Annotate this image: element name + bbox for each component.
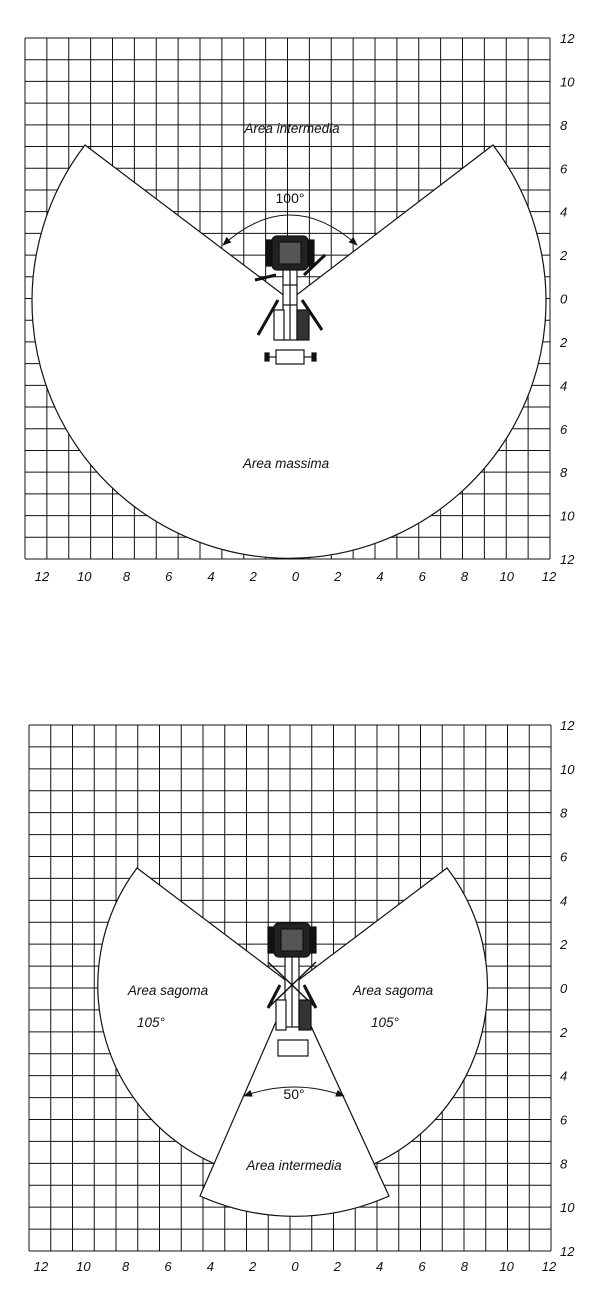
top-x-axis-ticks (35, 569, 557, 584)
top-x-tick-label: 2 (249, 569, 257, 584)
top-max-area-label: Area massima (242, 456, 330, 471)
top-x-tick-label: 12 (34, 569, 50, 584)
top-x-tick-label: 12 (541, 569, 557, 584)
top-y-tick-label: 6 (560, 421, 568, 437)
top-x-tick-label: 0 (291, 569, 300, 584)
bottom-y-tick-label: 2 (560, 1024, 568, 1040)
bottom-diagram (29, 718, 575, 1274)
top-x-tick-label: 8 (122, 569, 131, 584)
top-x-tick-label: 10 (77, 569, 92, 584)
bottom-right-profile-area-label: Area sagoma (352, 983, 434, 998)
bottom-y-tick-label: 2 (560, 937, 568, 953)
bottom-y-tick-label: 8 (560, 805, 568, 821)
top-x-tick-label: 4 (207, 569, 215, 584)
bottom-center-angle-label: 50° (283, 1086, 305, 1102)
bottom-y-tick-label: 10 (560, 1200, 575, 1216)
top-y-axis-ticks (559, 31, 575, 567)
top-y-tick-label: 2 (560, 334, 568, 350)
top-x-tick-label: 2 (334, 569, 342, 584)
bottom-x-tick-label: 2 (249, 1259, 257, 1274)
bottom-x-axis-ticks (34, 1259, 557, 1274)
bottom-x-tick-label: 12 (541, 1259, 557, 1274)
top-x-tick-label: 6 (165, 569, 173, 584)
top-diagram (25, 31, 575, 584)
bottom-y-tick-label: 6 (560, 1112, 568, 1128)
top-y-tick-label: 10 (560, 74, 575, 90)
top-y-tick-label: 8 (560, 465, 568, 481)
bottom-x-tick-label: 4 (376, 1259, 384, 1274)
bottom-x-tick-label: 10 (76, 1259, 91, 1274)
top-y-tick-label: 8 (560, 117, 568, 133)
bottom-x-tick-label: 2 (333, 1259, 341, 1274)
bottom-x-tick-label: 10 (499, 1259, 514, 1274)
bottom-x-tick-label: 0 (291, 1259, 299, 1274)
top-x-tick-label: 6 (418, 569, 426, 584)
top-y-tick-label: 4 (560, 204, 568, 220)
top-y-tick-label: 12 (560, 31, 575, 46)
top-x-tick-label: 4 (376, 569, 384, 584)
top-y-tick-label: 4 (560, 378, 568, 394)
bottom-y-tick-label: 6 (560, 849, 568, 865)
top-y-tick-label: 2 (560, 248, 568, 264)
bottom-left-profile-area-label: Area sagoma (127, 983, 209, 998)
top-y-tick-label: 0 (560, 291, 568, 307)
bottom-y-tick-label: 0 (560, 981, 568, 996)
top-intermediate-area-label: Area intermedia (244, 121, 340, 136)
top-x-tick-label: 10 (499, 569, 514, 584)
bottom-y-tick-label: 4 (560, 893, 568, 909)
bottom-x-tick-label: 12 (33, 1259, 49, 1274)
bottom-y-tick-label: 12 (560, 718, 575, 733)
top-angle-label: 100° (275, 190, 305, 206)
top-y-tick-label: 12 (560, 552, 575, 567)
bottom-y-tick-label: 4 (560, 1068, 568, 1084)
bottom-y-axis-ticks (559, 718, 575, 1259)
bottom-x-tick-label: 8 (122, 1259, 130, 1274)
bottom-y-tick-label: 8 (560, 1156, 568, 1172)
bottom-x-tick-label: 4 (206, 1259, 214, 1274)
top-y-tick-label: 10 (560, 508, 575, 524)
bottom-intermediate-area-label: Area intermedia (246, 1158, 342, 1173)
bottom-x-tick-label: 8 (460, 1259, 468, 1274)
top-y-tick-label: 6 (560, 161, 568, 177)
bottom-y-tick-label: 12 (560, 1244, 575, 1259)
bottom-y-tick-label: 10 (560, 761, 575, 777)
bottom-x-tick-label: 6 (418, 1259, 426, 1274)
bottom-right-angle-label: 105° (371, 1015, 399, 1030)
bottom-left-angle-label: 105° (137, 1015, 165, 1030)
top-x-tick-label: 8 (460, 569, 469, 584)
bottom-x-tick-label: 6 (164, 1259, 172, 1274)
